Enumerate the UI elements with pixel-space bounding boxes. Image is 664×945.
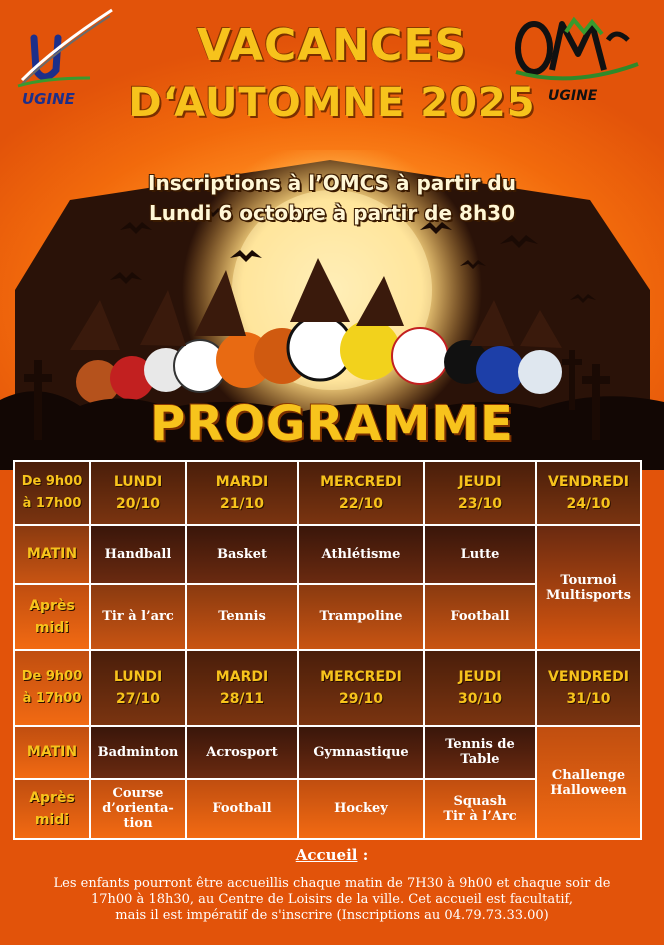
registration-info [0, 168, 664, 228]
week2-day-monday: LUNDI 27/10 [90, 650, 186, 726]
week2-afternoon-thursday: Squash Tir à l’Arc [424, 779, 536, 839]
week1-morning-label: MATIN [14, 525, 90, 583]
week2-morning-label: MATIN [14, 726, 90, 778]
week1-morning-row [14, 525, 641, 583]
week1-morning-monday: Handball [90, 525, 186, 583]
week2-afternoon-wednesday: Hockey [298, 779, 424, 839]
week1-afternoon-label: Après midi [14, 584, 90, 650]
week1-day-friday: VENDREDI 24/10 [536, 461, 641, 525]
week1-hours: De 9h00 à 17h00 [14, 461, 90, 525]
week1-afternoon-thursday: Football [424, 584, 536, 650]
week2-morning-wednesday: Gymnastique [298, 726, 424, 778]
registration-line2: Lundi 6 octobre à partir de 8h30 [148, 201, 516, 225]
accueil-line2: 17h00 à 18h30, au Centre de Loisirs de la ville. Cet accueil est facultatif, [90, 892, 574, 907]
week2-header-row [14, 650, 641, 726]
week2-afternoon-monday: Course d’orienta- tion [90, 779, 186, 839]
week2-afternoon-label: Après midi [14, 779, 90, 839]
week1-afternoon-wednesday: Trampoline [298, 584, 424, 650]
week2-day-tuesday: MARDI 28/11 [186, 650, 298, 726]
accueil-colon: : [357, 846, 369, 864]
accueil-heading [0, 846, 664, 864]
programme-title: PROGRAMME [150, 396, 514, 452]
week1-day-tuesday: MARDI 21/10 [186, 461, 298, 525]
accueil-title: Accueil [295, 846, 358, 864]
registration-line1: Inscriptions à l’OMCS à partir du [148, 171, 516, 195]
week1-morning-thursday: Lutte [424, 525, 536, 583]
week2-morning-tuesday: Acrosport [186, 726, 298, 778]
week2-morning-thursday: Tennis de Table [424, 726, 536, 778]
accueil-text [20, 876, 644, 924]
week1-day-thursday: JEUDI 23/10 [424, 461, 536, 525]
accueil-line1: Les enfants pourront être accueillis chaque matin de 7H30 à 9h00 et chaque soir de [53, 876, 611, 891]
week1-morning-tuesday: Basket [186, 525, 298, 583]
week1-morning-wednesday: Athlétisme [298, 525, 424, 583]
week1-friday-activity: Tournoi Multisports [536, 525, 641, 650]
programme-table [13, 460, 642, 840]
week2-afternoon-tuesday: Football [186, 779, 298, 839]
accueil-line3: mais il est impératif de s'inscrire (Inscriptions au 04.79.73.33.00) [115, 908, 549, 923]
week2-morning-monday: Badminton [90, 726, 186, 778]
week1-day-monday: LUNDI 20/10 [90, 461, 186, 525]
week1-afternoon-monday: Tir à l’arc [90, 584, 186, 650]
week1-header-row [14, 461, 641, 525]
week1-day-wednesday: MERCREDI 22/10 [298, 461, 424, 525]
omcs-logo-text: UGINE [548, 88, 598, 104]
ugine-logo-text: UGINE [22, 90, 75, 108]
week2-day-friday: VENDREDI 31/10 [536, 650, 641, 726]
week2-morning-row [14, 726, 641, 778]
title-line2: D‘AUTOMNE 2025 [128, 80, 536, 126]
week2-day-wednesday: MERCREDI 29/10 [298, 650, 424, 726]
title-line1: VACANCES [196, 20, 468, 71]
week2-hours: De 9h00 à 17h00 [14, 650, 90, 726]
week2-day-thursday: JEUDI 30/10 [424, 650, 536, 726]
week2-friday-activity: Challenge Halloween [536, 726, 641, 839]
week1-afternoon-tuesday: Tennis [186, 584, 298, 650]
